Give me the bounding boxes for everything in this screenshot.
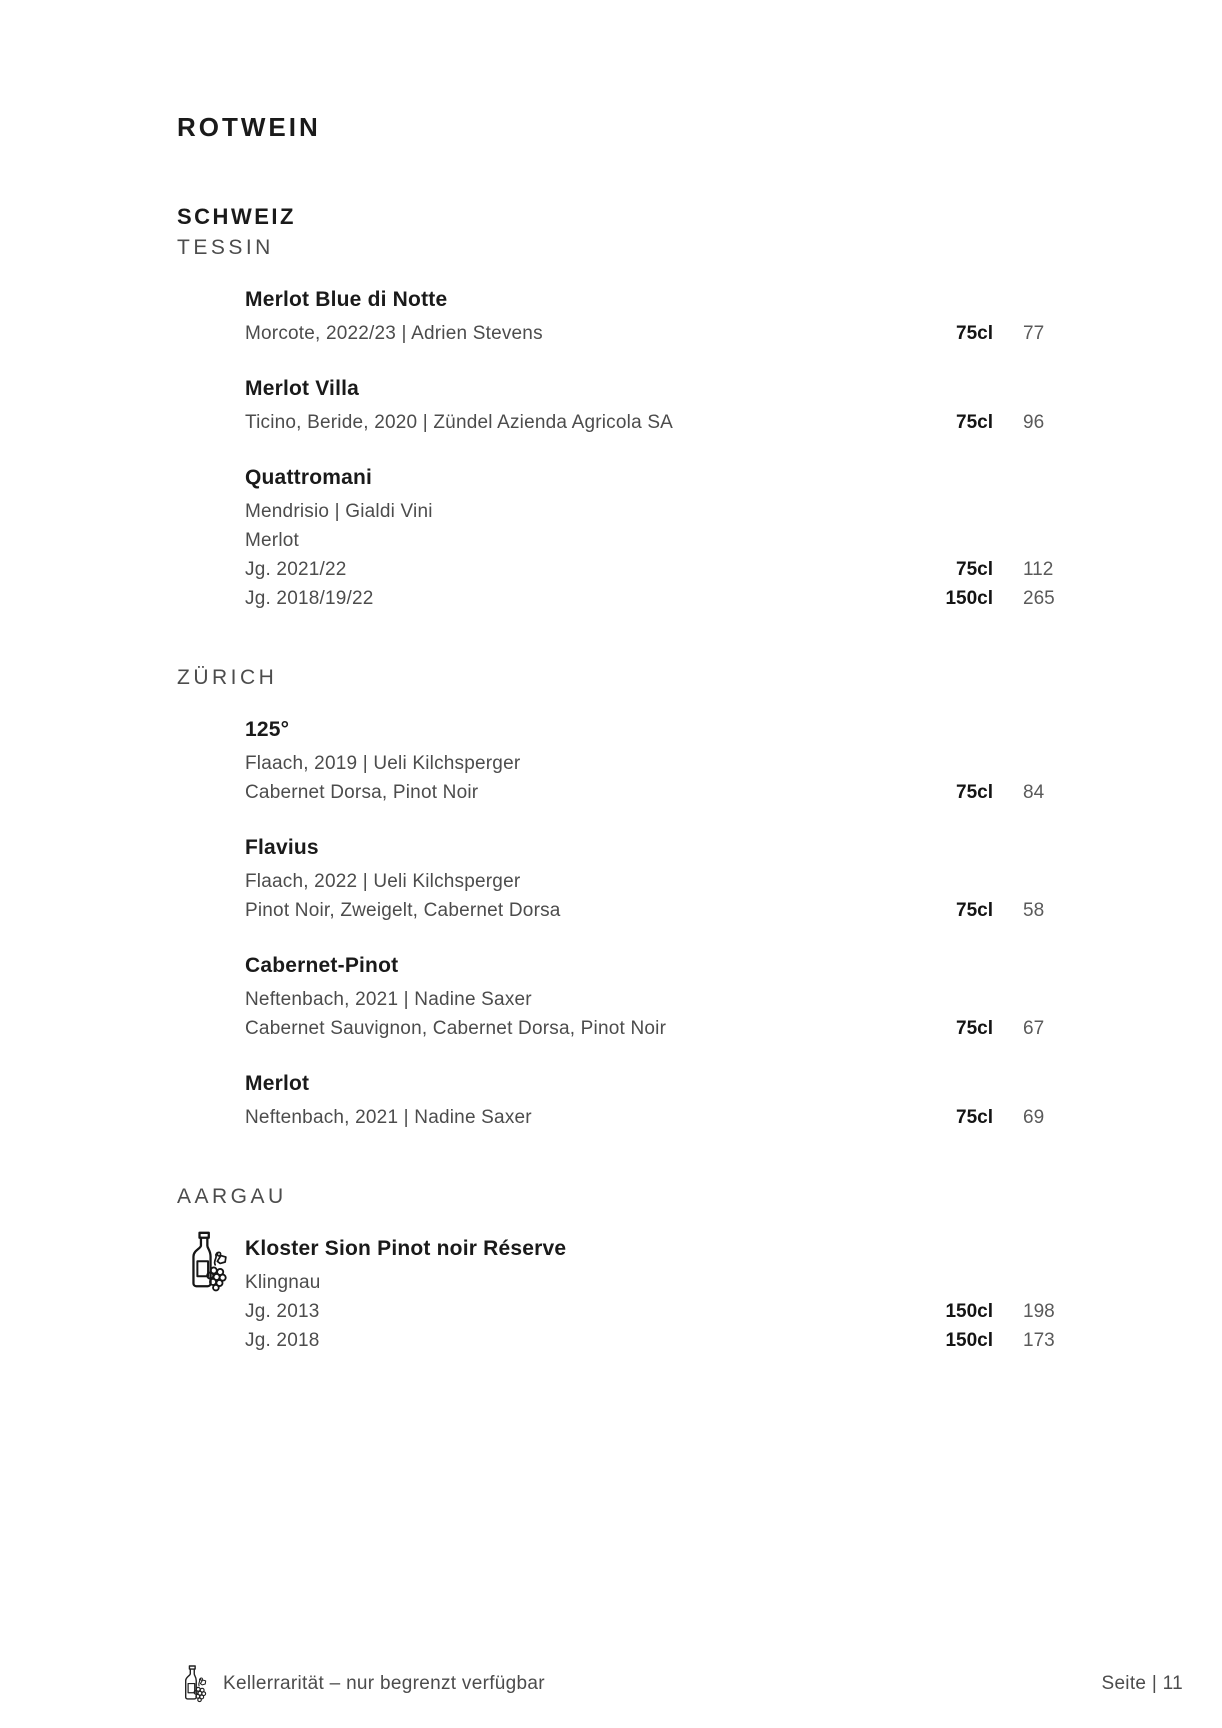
- bottle-size: 75cl: [956, 323, 993, 344]
- wine-detail: Cabernet Sauvignon, Cabernet Dorsa, Pinot Noir: [245, 1018, 667, 1039]
- wine-list: [245, 1235, 1085, 1355]
- wine-price: 265: [1023, 588, 1055, 609]
- wine-detail: Neftenbach, 2021 | Nadine Saxer: [245, 1107, 532, 1128]
- bottle-size: 75cl: [956, 1018, 993, 1039]
- wine-detail-row: [245, 1268, 1085, 1297]
- bottle-size: 150cl: [945, 1301, 993, 1322]
- wine-entry: [245, 464, 1085, 613]
- bottle-size: 150cl: [945, 1330, 993, 1351]
- bottle-size: 75cl: [956, 900, 993, 921]
- wine-name: Merlot Villa: [245, 377, 360, 400]
- bottle-size: 150cl: [945, 588, 993, 609]
- wine-offer-row: [245, 1103, 1085, 1132]
- bottle-size: 75cl: [956, 559, 993, 580]
- vintage-label: Jg. 2013: [245, 1301, 320, 1322]
- wine-list: [245, 286, 1085, 613]
- region-header: AARGAU: [177, 1185, 287, 1208]
- wine-offer-row: [245, 319, 1085, 348]
- wine-detail: Cabernet Dorsa, Pinot Noir: [245, 782, 479, 803]
- region-section-zurich: [177, 665, 1222, 1132]
- region-header: ZÜRICH: [177, 666, 278, 689]
- wine-detail: Pinot Noir, Zweigelt, Cabernet Dorsa: [245, 900, 561, 921]
- wine-detail-row: [245, 985, 1085, 1014]
- wine-entry: [245, 716, 1085, 807]
- bottle-size: 75cl: [956, 782, 993, 803]
- vintage-label: Jg. 2018: [245, 1330, 320, 1351]
- region-header: TESSIN: [177, 236, 274, 259]
- wine-bottle-grapes-icon: [178, 1664, 207, 1704]
- wine-offer-row: [245, 1014, 1085, 1043]
- wine-detail: Flaach, 2019 | Ueli Kilchsperger: [245, 753, 521, 774]
- wine-name: Flavius: [245, 836, 319, 859]
- wine-detail-row: [245, 497, 1085, 526]
- wine-bottle-grapes-icon: [181, 1230, 228, 1294]
- wine-price: 67: [1023, 1018, 1045, 1039]
- wine-offer-row: [245, 555, 1085, 584]
- wine-detail: Klingnau: [245, 1272, 321, 1293]
- wine-offer-row: [245, 1326, 1085, 1355]
- wine-price: 96: [1023, 412, 1045, 433]
- wine-price: 69: [1023, 1107, 1045, 1128]
- page-title: ROTWEIN: [177, 112, 321, 142]
- wine-detail-row: [245, 526, 1085, 555]
- wine-entry: [245, 375, 1085, 437]
- wine-detail: Ticino, Beride, 2020 | Zündel Azienda Agricola SA: [245, 412, 674, 433]
- wine-detail: Flaach, 2022 | Ueli Kilchsperger: [245, 871, 521, 892]
- wine-detail: Merlot: [245, 530, 299, 551]
- wine-name: Merlot Blue di Notte: [245, 288, 448, 311]
- wine-entry: [245, 952, 1085, 1043]
- wine-price: 58: [1023, 900, 1045, 921]
- wine-list: [245, 716, 1085, 1132]
- wine-offer-row: [245, 584, 1085, 613]
- wine-price: 112: [1023, 559, 1054, 580]
- vintage-label: Jg. 2018/19/22: [245, 588, 374, 609]
- wine-entry: [245, 1070, 1085, 1132]
- wine-name: Cabernet-Pinot: [245, 954, 399, 977]
- bottle-size: 75cl: [956, 412, 993, 433]
- page-number: Seite | 11: [1101, 1673, 1183, 1694]
- wine-name: Kloster Sion Pinot noir Réserve: [245, 1237, 567, 1260]
- cellar-rarity-legend: Kellerrarität – nur begrenzt verfügbar: [223, 1673, 545, 1694]
- wine-entry: [245, 286, 1085, 348]
- wine-name: 125°: [245, 718, 290, 741]
- wine-detail: Neftenbach, 2021 | Nadine Saxer: [245, 989, 532, 1010]
- wine-entry: [245, 834, 1085, 925]
- page-footer: [178, 1664, 1183, 1704]
- wine-price: 77: [1023, 323, 1045, 344]
- wine-detail: Morcote, 2022/23 | Adrien Stevens: [245, 323, 543, 344]
- region-section-aargau: [177, 1184, 1222, 1355]
- country-header: SCHWEIZ: [177, 204, 296, 229]
- wine-offer-row: [245, 1297, 1085, 1326]
- wine-offer-row: [245, 778, 1085, 807]
- vintage-label: Jg. 2021/22: [245, 559, 347, 580]
- wine-price: 198: [1023, 1301, 1055, 1322]
- wine-detail-row: [245, 867, 1085, 896]
- wine-detail-row: [245, 749, 1085, 778]
- wine-offer-row: [245, 408, 1085, 437]
- region-section-tessin: [177, 235, 1222, 613]
- wine-offer-row: [245, 896, 1085, 925]
- wine-detail: Mendrisio | Gialdi Vini: [245, 501, 433, 522]
- bottle-size: 75cl: [956, 1107, 993, 1128]
- wine-entry: [245, 1235, 1085, 1355]
- wine-name: Quattromani: [245, 466, 373, 489]
- wine-price: 173: [1023, 1330, 1055, 1351]
- wine-name: Merlot: [245, 1072, 310, 1095]
- wine-price: 84: [1023, 782, 1045, 803]
